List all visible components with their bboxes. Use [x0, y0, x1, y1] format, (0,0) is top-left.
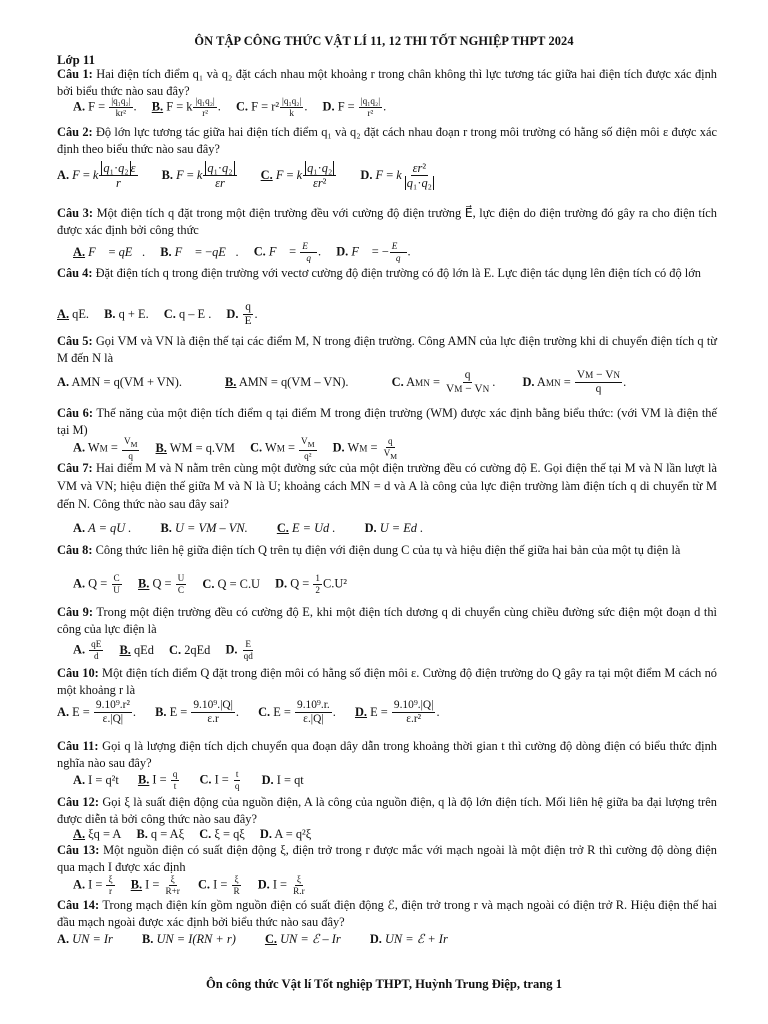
- question-7: Câu 7: Hai điểm M và N nằm trên cùng một đường sức của một điện trường đều có cường độ E. Gọi điện thế tại M và N lần lượt là VM và VN; hiệu điện thế giữa M và N là U; khoảng cách MN = d và A là công của lực điện trường làm điện tích q di chuyển từ M đến N. Công thức nào sau đây sai?: [57, 461, 717, 511]
- question-12: Câu 12: Gọi ξ là suất điện động của nguồn điện, A là công của nguồn điện, q là độ lớn điện tích. Mối liên hệ giữa ba đại lượng trên được diễn tả bởi công thức nào sau đây?: [57, 795, 717, 826]
- option-a: A. AMN = q(VM + VN).: [57, 375, 182, 390]
- option-c: C. Q = C.U: [202, 577, 260, 592]
- option-c: C. F⃗ = $\frac{E⃗}{q}$ .: [253, 241, 322, 264]
- question-10: Câu 10: Một điện tích điểm Q đặt trong điện môi có hằng số điện môi ε. Cường độ điện trường do Q gây ra tại một điểm M cách nó một khoảng r là: [57, 666, 717, 697]
- option-d: D. F⃗ = − $\frac{E⃗}{q}$ .: [336, 241, 411, 264]
- option-a: A. F = k $\frac{\text{q₁·q₂ ε}}{r}$: [57, 161, 136, 191]
- option-a: A. ξq = A: [73, 826, 122, 841]
- option-c: C. WM = $\frac{V_M}{\text{q²}}$: [250, 436, 315, 461]
- option-a: A. F = $\frac{\text{|q₁q₂|}}{\text{kr²}}$ .: [73, 96, 137, 119]
- option-a: A. E = $\frac{\text{9.10⁹.r²}}{\varepsilon.|Q|}$ .: [57, 699, 136, 726]
- question-2: Câu 2: Độ lớn lực tương tác giữa hai điện tích điểm q₁ và q₂ đặt cách nhau đoạn r trong môi trường có hằng số điện môi ε được xác định theo biểu thức nào sau đây?: [57, 125, 717, 156]
- question-13-options: [73, 875, 723, 896]
- option-b: B. U = VM – VN.: [160, 520, 248, 535]
- question-4-options: [57, 302, 707, 328]
- option-c: C. I = $\frac{t}{q}$: [199, 769, 240, 792]
- question-label: Câu 1:: [57, 67, 93, 81]
- option-b: B. WM = q.VM: [155, 441, 235, 456]
- option-d: D. F = k $\frac{\text{εr²}}{\text{q₁·q₂}}$: [360, 161, 432, 191]
- question-4: Câu 4: Đặt điện tích q trong điện trường với vectơ cường độ điện trường có độ lớn là E. Lực điện tác dụng lên điện tích có độ lớn: [57, 266, 701, 280]
- option-a: A. I = $\frac{\xi}{r}$: [73, 874, 113, 897]
- option-b: B. qEd: [119, 643, 154, 658]
- question-3-options: [73, 242, 723, 263]
- option-c: C. I = $\frac{\xi}{R}$: [197, 874, 240, 897]
- option-d: D. U = Ed .: [364, 520, 424, 535]
- option-c: C. 2qEd: [169, 643, 211, 658]
- option-d: D. $\frac{E}{qd}$: [225, 639, 253, 662]
- option-d: D. Q = $\frac{1}{2}$ C.U²: [275, 573, 348, 596]
- page-footer: Ôn công thức Vật lí Tốt nghiệp THPT, Huỳnh Trung Điệp, trang 1: [205, 977, 563, 991]
- question-6: Câu 6: Thế năng của một điện tích điểm q tại điểm M trong điện trường (WM) được xác định bằng biểu thức: (với VM là điện thế tại M): [57, 406, 717, 437]
- option-a: A. A = qU .: [73, 520, 132, 535]
- question-11: Câu 11: Gọi q là lượng điện tích dịch chuyển qua đoạn dây dẫn trong khoảng thời gian t thì cường độ dòng điện có biểu thức định nghĩa nào sau đây?: [57, 739, 717, 770]
- option-b: B. F = k $\frac{\text{q₁·q₂}}{\varepsilon r}$: [162, 162, 238, 190]
- option-b: B. q = Aξ: [136, 826, 185, 841]
- question-1: [57, 66, 717, 99]
- option-b: B. UN = I(RN + r): [141, 931, 236, 946]
- option-c: C. E = Ud .: [276, 520, 336, 535]
- option-c: C. F = k $\frac{\text{q₁·q₂}}{\text{εr²}}$: [261, 162, 338, 190]
- question-9: Câu 9: Trong một điện trường đều có cường độ E, khi một điện tích dương q di chuyển cùng chiều đường sức điện một đoạn d thì công của lực điện là: [57, 605, 717, 636]
- option-d: D. WM = $\frac{q}{V_M}$: [332, 436, 398, 462]
- option-c: C. E = $\frac{\text{9.10⁹.r.}}{\varepsilon.|Q|}$ .: [258, 699, 336, 726]
- question-8-options: [73, 574, 723, 595]
- option-d: D. I = $\frac{\xi}{R.r}$: [257, 874, 305, 897]
- question-8: Câu 8: Công thức liên hệ giữa điện tích Q trên tụ điện với điện dung C của tụ và hiệu điện thế giữa hai bản của một tụ điện là: [57, 543, 681, 557]
- option-a: A. UN = Ir: [57, 931, 113, 946]
- option-b: B. I = $\frac{q}{t}$: [137, 769, 178, 792]
- option-a: A. Q = $\frac{C}{U}$: [73, 573, 120, 596]
- option-d: D. A = q²ξ: [259, 826, 312, 841]
- option-c: C. UN = ℰ – Ir: [264, 932, 341, 947]
- question-13: Câu 13: Một nguồn điện có suất điện động ξ, điện trở trong r được mắc với mạch ngoài là một điện trở R thì cường độ dòng điện qua mạch I được xác định: [57, 843, 717, 874]
- option-a: A. qE.: [57, 307, 90, 322]
- option-a: A. I = q²t: [73, 773, 119, 788]
- question-12-options: [73, 826, 723, 842]
- option-c: C. AMN = $\frac{q}{VM - VN}$ .: [391, 369, 496, 396]
- option-c: C. ξ = qξ: [199, 826, 245, 841]
- option-b: B. Q = $\frac{U}{C}$: [138, 573, 185, 596]
- question-5: Câu 5: Gọi VM và VN là điện thế tại các điểm M, N trong điện trường. Công AMN của lực điện trường khi di chuyển điện tích q từ M đến N là: [57, 334, 717, 365]
- document-title: ÔN TẬP CÔNG THỨC VẬT LÍ 11, 12 THI TỐT NGHIỆP THPT 2024: [194, 34, 574, 48]
- option-b: B. F = k $\frac{\text{|q₁q₂|}}{\text{r²}}$ .: [151, 96, 221, 119]
- question-10-options: [57, 700, 707, 726]
- option-b: B. I = $\frac{\xi}{R+r}$: [130, 874, 180, 897]
- question-3: Câu 3: Một điện tích q đặt trong một điện trường đều với cường độ điện trường E⃗, lực điện do điện trường đó gây ra cho điện tích được xác định bởi công thức: [57, 206, 717, 237]
- option-c: C. q – E .: [163, 307, 212, 322]
- option-a: A. WM = $\frac{V_M}{q}$: [73, 436, 138, 461]
- option-d: D. F = $\frac{\text{|q₁q₂|}}{\text{r²}}$ .: [322, 96, 387, 119]
- option-b: B. F⃗ = −qE⃗.: [160, 245, 239, 260]
- option-d: D. UN = ℰ + Ir: [369, 932, 448, 947]
- grade-heading: Lớp 11: [57, 53, 96, 67]
- question-14: Câu 14: Trong mạch điện kín gồm nguồn điện có suất điện động ℰ, điện trở trong r và mạch ngoài có điện trở R. Hiệu điện thế hai đầu mạch ngoài được xác định bởi biểu thức nào sau đây?: [57, 898, 717, 929]
- option-d: D. AMN = $\frac{VM - VN}{q}$ .: [522, 369, 627, 396]
- option-d: D. I = qt: [261, 773, 304, 788]
- question-text: Hai điện tích điểm q₁ và q₂ đặt cách nhau một khoảng r trong chân không thì lực tương tác giữa hai điện tích được xác định bởi biểu thức nào sau đây?: [57, 67, 717, 98]
- question-9-options: [73, 640, 723, 661]
- question-1-options: [73, 97, 723, 118]
- question-14-options: [57, 931, 707, 947]
- question-2-options: [57, 162, 707, 190]
- option-a: A. $\frac{qE}{d}$: [73, 639, 102, 662]
- option-a: A. F⃗ = qE⃗.: [73, 245, 146, 260]
- question-6-options: [73, 437, 723, 461]
- question-11-options: [73, 770, 723, 791]
- option-b: B. q + E.: [104, 307, 149, 322]
- question-5-options: [57, 370, 707, 396]
- option-d: D. $\frac{q}{E}$ .: [226, 301, 258, 328]
- option-b: B. E = $\frac{\text{9.10⁹.|Q|}}{\varepsilon.r}$ .: [155, 699, 239, 726]
- option-c: C. F = r² $\frac{\text{|q₁q₂|}}{k}$ .: [235, 96, 308, 119]
- option-b: B. AMN = q(VM – VN).: [225, 375, 349, 390]
- option-d: D. E = $\frac{\text{9.10⁹.|Q|}}{\text{ε.r²}}$ .: [354, 699, 440, 726]
- question-7-options: [73, 520, 723, 536]
